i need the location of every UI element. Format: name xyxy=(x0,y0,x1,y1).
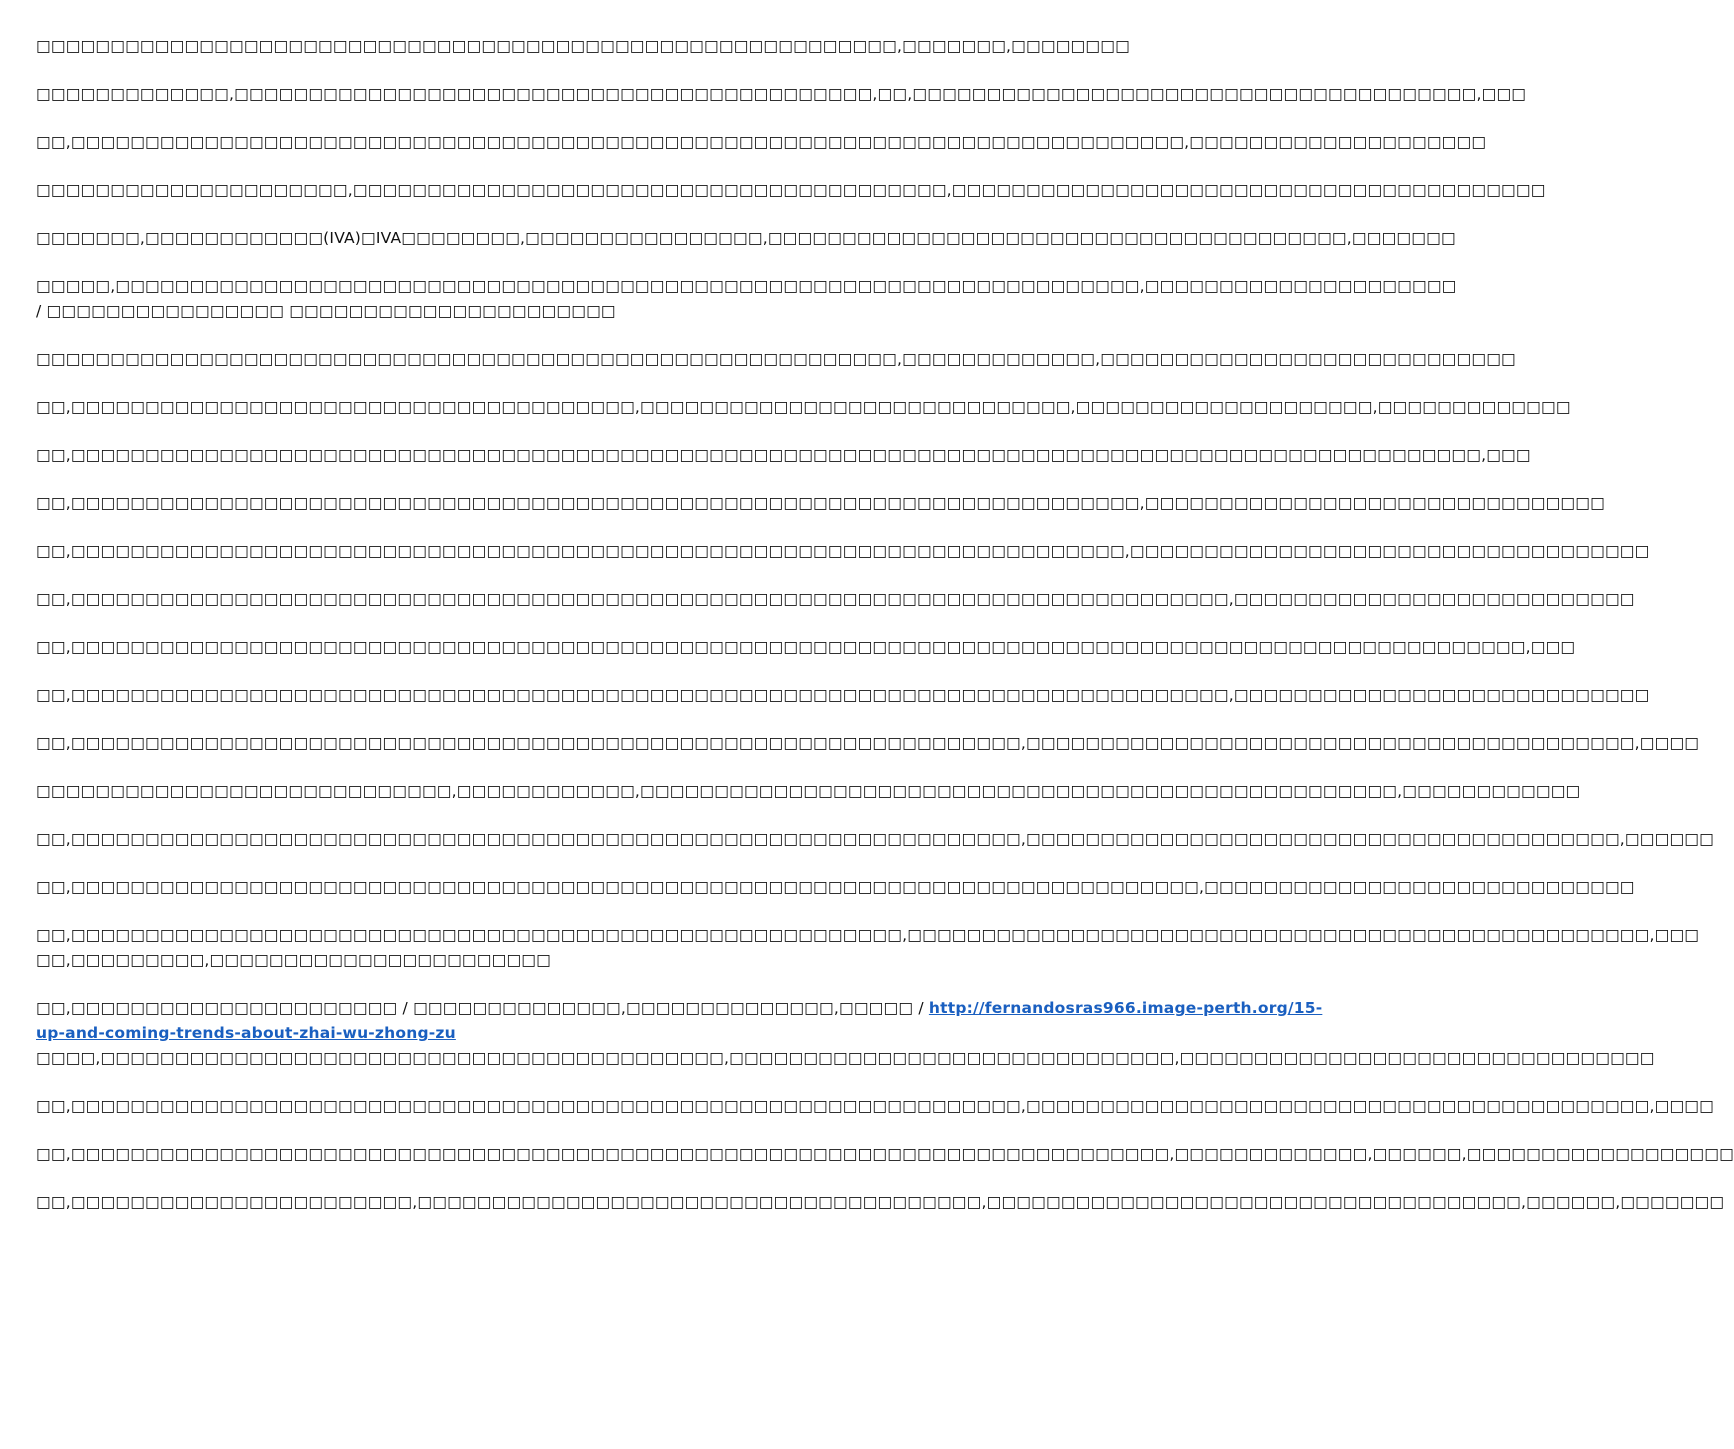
paragraph xyxy=(36,587,1635,612)
link-paragraph-prefix: □□,□□□□□□□□□□□□□□□□□□□□□□ / □□□□□□□□□□□□□□,□□□□□□□□□□□□□□,□□□□□ / xyxy=(36,999,929,1017)
paragraph xyxy=(36,731,1700,756)
paragraph-line: □□,□□□□□□□□□□□□□□□□□□□□□□□□□□□□□□□□□□□□□□□□□□□□□□□□□□□□□□□□□□□□□□□□□□□□□□□□□□□□□□□□□□□□□□□□□□□□□□□,□□□ xyxy=(36,446,1531,464)
paragraph xyxy=(36,923,1700,973)
paragraph-line: □□,□□□□□□□□□□□□□□□□□□□□□□□□□□□□□□□□□□□□□□□□□□□□□□□□□□□□□□□□□□□□□□□□,□□□□□□□□□□□□□□□□□□□□□□□□□□□□□□□□□□□□□□□□□,□□□□ xyxy=(36,734,1700,752)
paragraph xyxy=(36,635,1576,660)
paragraph xyxy=(36,491,1605,516)
paragraph-line: □□,□□□□□□□□□□□□□□□□□□□□□□□□□□□□□□□□□□□□□□□□□□□□□□□□□□□□□□□□□□□□□□□□□□□□□□□□□□□□□□,□□□□□□□□□□□□□□□□□□□□□□□□□□□ xyxy=(36,590,1635,608)
external-link[interactable]: http://fernandosras966.image-perth.org/15- xyxy=(928,999,1323,1017)
paragraph-line: □□□□□□□□□□□□□□□□□□□□□□□□□□□□□□□□□□□□□□□□□□□□□□□□□□□□□□□□□□,□□□□□□□□□□□□□,□□□□□□□□□□□□□□□□□□□□□□□□□□□□ xyxy=(36,350,1516,368)
paragraph-line: □□,□□□□□□□□□□□□□□□□□□□□□□□□□□□□□□□□□□□□□□□□□□□□□□□□□□□□□□□□□□□□□□□□,□□□□□□□□□□□□□□□□□□□□□□□□□□□□□□□□□□□□□□□□,□□□□□□ xyxy=(36,830,1714,848)
paragraph-line: □□,□□□□□□□□□□□□□□□□□□□□□□□□□□□□□□□□□□□□□□□□□□□□□□□□□□□□□□□□□□□□□□□□□□□□□□□,□□□□□□□□□□□□□□□□□□□□□□□□□□□□□□□□□□□ xyxy=(36,542,1650,560)
link-paragraph-line xyxy=(36,1021,990,1046)
paragraph-line: □□,□□□□□□□□□□□□□□□□□□□□□□□□□□□□□□□□□□□□□□□□□□□□□□□□□□□□□□□□,□□□□□□□□□□□□□□□□□□□□□□□□□□□□□□□□□□□□□□□□□□□□□□□□□□,□□□ xyxy=(36,926,1700,944)
paragraph xyxy=(36,827,1714,852)
paragraph xyxy=(36,1046,1655,1071)
paragraph xyxy=(36,1190,1725,1215)
paragraph-line: □□,□□□□□□□□□□□□□□□□□□□□□□□□□□□□□□□□□□□□□□□□□□□□□□□□□□□□□□□□□□□□□□□□□□□□□□□□□□□,□□□□□□□□□□□□□□□□□□□□ xyxy=(36,133,1487,151)
paragraph xyxy=(36,683,1650,708)
paragraph-line: / □□□□□□□□□□□□□□□□ □□□□□□□□□□□□□□□□□□□□□□ xyxy=(36,302,616,320)
paragraph xyxy=(36,178,1546,203)
paragraph xyxy=(36,1094,1714,1119)
paragraph-line: □□,□□□□□□□□□□□□□□□□□□□□□□□□□□□□□□□□□□□□□□□□□□□□□□□□□□□□□□□□□□□□□□□□□□□□□□□□□□□□,□□□□□□□□□□□□□□□□□□□□□□□□□□□□□ xyxy=(36,878,1635,896)
paragraph xyxy=(36,130,1487,155)
paragraph xyxy=(36,226,1456,251)
paragraph-line: □□,□□□□□□□□□□□□□□□□□□□□□□□□□□□□□□□□□□□□□□,□□□□□□□□□□□□□□□□□□□□□□□□□□□□□,□□□□□□□□□□□□□□□□□□□□,□□□□□□□□□□□□□ xyxy=(36,398,1571,416)
paragraph xyxy=(36,395,1571,420)
paragraph xyxy=(36,82,1527,107)
paragraph-line: □□□□□□□□□□□□□□□□□□□□□,□□□□□□□□□□□□□□□□□□□□□□□□□□□□□□□□□□□□□□□□,□□□□□□□□□□□□□□□□□□□□□□□□□□□□□□□□□□□□□□□□ xyxy=(36,181,1546,199)
paragraph xyxy=(36,1142,1734,1167)
document-body-tail xyxy=(36,1094,1734,1215)
paragraph-line: □□,□□□□□□□□□,□□□□□□□□□□□□□□□□□□□□□□□ xyxy=(36,951,551,969)
paragraph-line: □□,□□□□□□□□□□□□□□□□□□□□□□□□□□□□□□□□□□□□□□□□□□□□□□□□□□□□□□□□□□□□□□□□□□□□□□□□□□□□□□□□□□□□□□□□□□□□□□□□□□,□□□ xyxy=(36,638,1576,656)
paragraph-line: □□,□□□□□□□□□□□□□□□□□□□□□□□□□□□□□□□□□□□□□□□□□□□□□□□□□□□□□□□□□□□□□□□□□□□□□□□□□□□□□□,□□□□□□□□□□□□□□□□□□□□□□□□□□□□ xyxy=(36,686,1650,704)
paragraph-line: □□□□□□□,□□□□□□□□□□□□(IVA)□IVA□□□□□□□□,□□□□□□□□□□□□□□□□,□□□□□□□□□□□□□□□□□□□□□□□□□□□□□□□□□□□□□□□,□□□□□□□ xyxy=(36,229,1456,247)
paragraph-line: □□□□□□□□□□□□□□□□□□□□□□□□□□□□□□□□□□□□□□□□□□□□□□□□□□□□□□□□□□,□□□□□□□,□□□□□□□□ xyxy=(36,37,1130,55)
paragraph-line: □□□□□□□□□□□□□□□□□□□□□□□□□□□□,□□□□□□□□□□□□,□□□□□□□□□□□□□□□□□□□□□□□□□□□□□□□□□□□□□□□□□□□□□□□□□□□,□□□□□□□□□□□□ xyxy=(36,782,1581,800)
paragraph-line: □□□□□,□□□□□□□□□□□□□□□□□□□□□□□□□□□□□□□□□□□□□□□□□□□□□□□□□□□□□□□□□□□□□□□□□□□□□,□□□□□□□□□□□□□□□□□□□□□ xyxy=(36,277,1457,295)
paragraph xyxy=(36,34,1130,59)
paragraph-line: □□,□□□□□□□□□□□□□□□□□□□□□□□,□□□□□□□□□□□□□□□□□□□□□□□□□□□□□□□□□□□□□□,□□□□□□□□□□□□□□□□□□□□□□□□□□□□□□□□□□□□,□□□□□□,□□□□□□□ xyxy=(36,1193,1725,1211)
paragraph-line: □□□□□□□□□□□□□,□□□□□□□□□□□□□□□□□□□□□□□□□□□□□□□□□□□□□□□□□□□,□□,□□□□□□□□□□□□□□□□□□□□□□□□□□□□□□□□□□□□□□,□□□ xyxy=(36,85,1527,103)
link-paragraph xyxy=(36,996,1323,1046)
paragraph xyxy=(36,539,1650,564)
paragraph xyxy=(36,443,1531,468)
paragraph-line: □□,□□□□□□□□□□□□□□□□□□□□□□□□□□□□□□□□□□□□□□□□□□□□□□□□□□□□□□□□□□□□□□□□,□□□□□□□□□□□□□□□□□□□□□□□□□□□□□□□□□□□□□□□□□□,□□□□ xyxy=(36,1097,1714,1115)
paragraph xyxy=(36,274,1457,324)
paragraph xyxy=(36,347,1516,372)
paragraph-line: □□,□□□□□□□□□□□□□□□□□□□□□□□□□□□□□□□□□□□□□□□□□□□□□□□□□□□□□□□□□□□□□□□□□□□□□□□□□□,□□□□□□□□□□□□□,□□□□□□,□□□□□□□□□□□□□□□□□□ xyxy=(36,1145,1734,1163)
document-page xyxy=(36,34,1734,1434)
paragraph-line: □□□□,□□□□□□□□□□□□□□□□□□□□□□□□□□□□□□□□□□□□□□□□□□,□□□□□□□□□□□□□□□□□□□□□□□□□□□□□□,□□□□□□□□□□□□□□□□□□□□□□□□□□□□□□□□ xyxy=(36,1049,1655,1067)
external-link-continued[interactable]: up-and-coming-trends-about-zhai-wu-zhong-zu xyxy=(36,1024,456,1042)
paragraph-line: □□,□□□□□□□□□□□□□□□□□□□□□□□□□□□□□□□□□□□□□□□□□□□□□□□□□□□□□□□□□□□□□□□□□□□□□□□□,□□□□□□□□□□□□□□□□□□□□□□□□□□□□□□□ xyxy=(36,494,1605,512)
document-body xyxy=(36,34,1714,973)
link-paragraph-line xyxy=(36,996,1323,1021)
paragraph xyxy=(36,779,1581,804)
paragraph xyxy=(36,875,1635,900)
